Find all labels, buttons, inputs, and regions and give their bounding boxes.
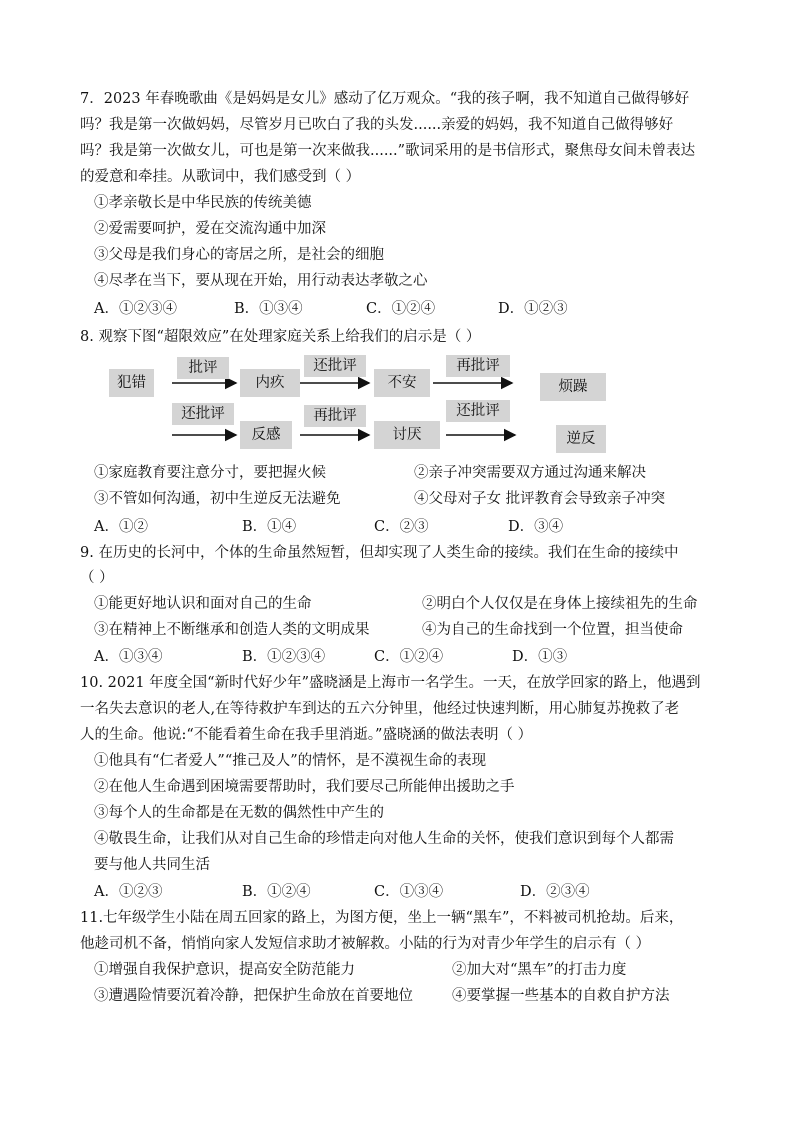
q7-item-3: ③父母是我们身心的寄居之所，是社会的细胞 <box>94 247 384 263</box>
q7-stem-line-1: 7．2023 年春晚歌曲《是妈妈是女儿》感动了亿万观众。“我的孩子啊，我不知道自己做得够好 <box>80 91 690 107</box>
q10-item-4: ④敬畏生命，让我们从对自己生命的珍惜走向对他人生命的关怀，使我们意识到每个人都需 <box>94 831 674 847</box>
q7-item-1: ①孝亲敬长是中华民族的传统美德 <box>94 195 312 211</box>
q10-item-1: ①他具有“仁者爱人”“推己及人”的情怀，是不漠视生命的表现 <box>94 753 487 769</box>
q8-option-c[interactable]: C．②③ <box>374 519 429 535</box>
q9-option-c[interactable]: C．①②④ <box>374 649 444 665</box>
node-irritable: 烦躁 <box>540 373 606 401</box>
node-uneasy: 不安 <box>374 369 430 397</box>
q10-stem-line-3: 人的生命。他说:“不能看着生命在我手里消逝。”盛晓涵的做法表明（ ） <box>80 727 533 743</box>
label-r2-criticize-more: 再批评 <box>304 405 366 427</box>
node-rebellion: 逆反 <box>556 425 606 453</box>
q10-stem-line-2: 一名失去意识的老人,在等待救护车到达的五六分钟里，他经过快速判断，用心肺复苏挽救了老 <box>80 701 680 717</box>
q7-option-d[interactable]: D．①②③ <box>498 301 568 317</box>
q10-option-a[interactable]: A．①②③ <box>94 884 163 900</box>
q9-item-1: ①能更好地认识和面对自己的生命 <box>94 596 312 612</box>
q7-option-b[interactable]: B．①③④ <box>234 301 303 317</box>
q9-item-4: ④为自己的生命找到一个位置，担当使命 <box>422 622 683 638</box>
q10-item-2: ②在他人生命遇到困境需要帮助时，我们要尽己所能伸出援助之手 <box>94 779 515 795</box>
q9-option-d[interactable]: D．①③ <box>512 649 568 665</box>
q8-item-1: ①家庭教育要注意分寸，要把握火候 <box>94 465 326 481</box>
q10-stem-line-1: 10. 2021 年度全国“新时代好少年”盛晓涵是上海市一名学生。一天，在放学回家的路上，他遇到 <box>80 675 701 691</box>
q11-stem-line-2: 他趁司机不备，悄悄向家人发短信求助才被解救。小陆的行为对青少年学生的启示有（ ） <box>80 936 651 952</box>
q9-stem-line-2: （ ） <box>80 570 114 586</box>
q7-item-2: ②爱需要呵护，爱在交流沟通中加深 <box>94 221 326 237</box>
q10-option-b[interactable]: B．①②④ <box>242 884 311 900</box>
node-guilt: 内疚 <box>240 369 300 397</box>
q10-option-c[interactable]: C．①③④ <box>374 884 444 900</box>
q9-item-3: ③在精神上不断继承和创造人类的文明成果 <box>94 622 370 638</box>
node-dislike: 讨厌 <box>374 421 440 449</box>
label-r2-criticize-again: 还批评 <box>172 403 234 425</box>
q11-item-1: ①增强自我保护意识，提高安全防范能力 <box>94 962 355 978</box>
q8-option-a[interactable]: A．①② <box>94 519 148 535</box>
q11-item-3: ③遭遇险情要沉着冷静，把保护生命放在首要地位 <box>94 988 413 1004</box>
q8-item-4: ④父母对子女 批评教育会导致亲子冲突 <box>414 491 666 507</box>
label-criticize: 批评 <box>177 357 229 379</box>
q7-option-a[interactable]: A．①②③④ <box>94 301 177 317</box>
q7-stem-line-2: 吗？我是第一次做妈妈，尽管岁月已吹白了我的头发......亲爱的妈妈，我不知道自己做得够好 <box>80 117 674 133</box>
q8-stem: 8. 观察下图“超限效应”在处理家庭关系上给我们的启示是（ ） <box>80 329 481 345</box>
q7-item-4: ④尽孝在当下，要从现在开始，用行动表达孝敬之心 <box>94 273 428 289</box>
node-resentment: 反感 <box>240 421 292 449</box>
q7-stem-line-3: 吗？我是第一次做女儿，可也是第一次来做我......”歌词采用的是书信形式，聚焦母女间未曾表达 <box>80 143 696 159</box>
q9-option-b[interactable]: B．①②③④ <box>242 649 326 665</box>
q8-item-3: ③不管如何沟通，初中生逆反无法避免 <box>94 491 341 507</box>
q11-item-4: ④要掌握一些基本的自救自护方法 <box>452 988 670 1004</box>
q7-stem-line-4: 的爱意和牵挂。从歌词中，我们感受到（ ） <box>80 169 361 185</box>
q9-stem-line-1: 9. 在历史的长河中，个体的生命虽然短暂，但却实现了人类生命的接续。我们在生命的接续中 <box>80 545 679 561</box>
q10-item-3: ③每个人的生命都是在无数的偶然性中产生的 <box>94 805 384 821</box>
label-r2-criticize-again-2: 还批评 <box>446 400 510 422</box>
q8-option-d[interactable]: D．③④ <box>508 519 564 535</box>
label-criticize-more: 再批评 <box>446 355 510 377</box>
q9-item-2: ②明白个人仅仅是在身体上接续祖先的生命 <box>422 596 698 612</box>
label-criticize-again: 还批评 <box>304 355 366 377</box>
node-mistake: 犯错 <box>109 369 154 397</box>
q10-item-4-cont: 要与他人共同生活 <box>94 857 210 873</box>
q10-option-d[interactable]: D．②③④ <box>520 884 590 900</box>
q7-option-c[interactable]: C．①②④ <box>366 301 436 317</box>
q11-item-2: ②加大对“黑车”的打击力度 <box>452 962 627 978</box>
q9-option-a[interactable]: A．①③④ <box>94 649 163 665</box>
q8-option-b[interactable]: B．①④ <box>242 519 297 535</box>
q11-stem-line-1: 11.七年级学生小陆在周五回家的路上，为图方便，坐上一辆“黑车”，不料被司机抢劫。后来， <box>80 910 684 926</box>
q8-item-2: ②亲子冲突需要双方通过沟通来解决 <box>414 465 646 481</box>
